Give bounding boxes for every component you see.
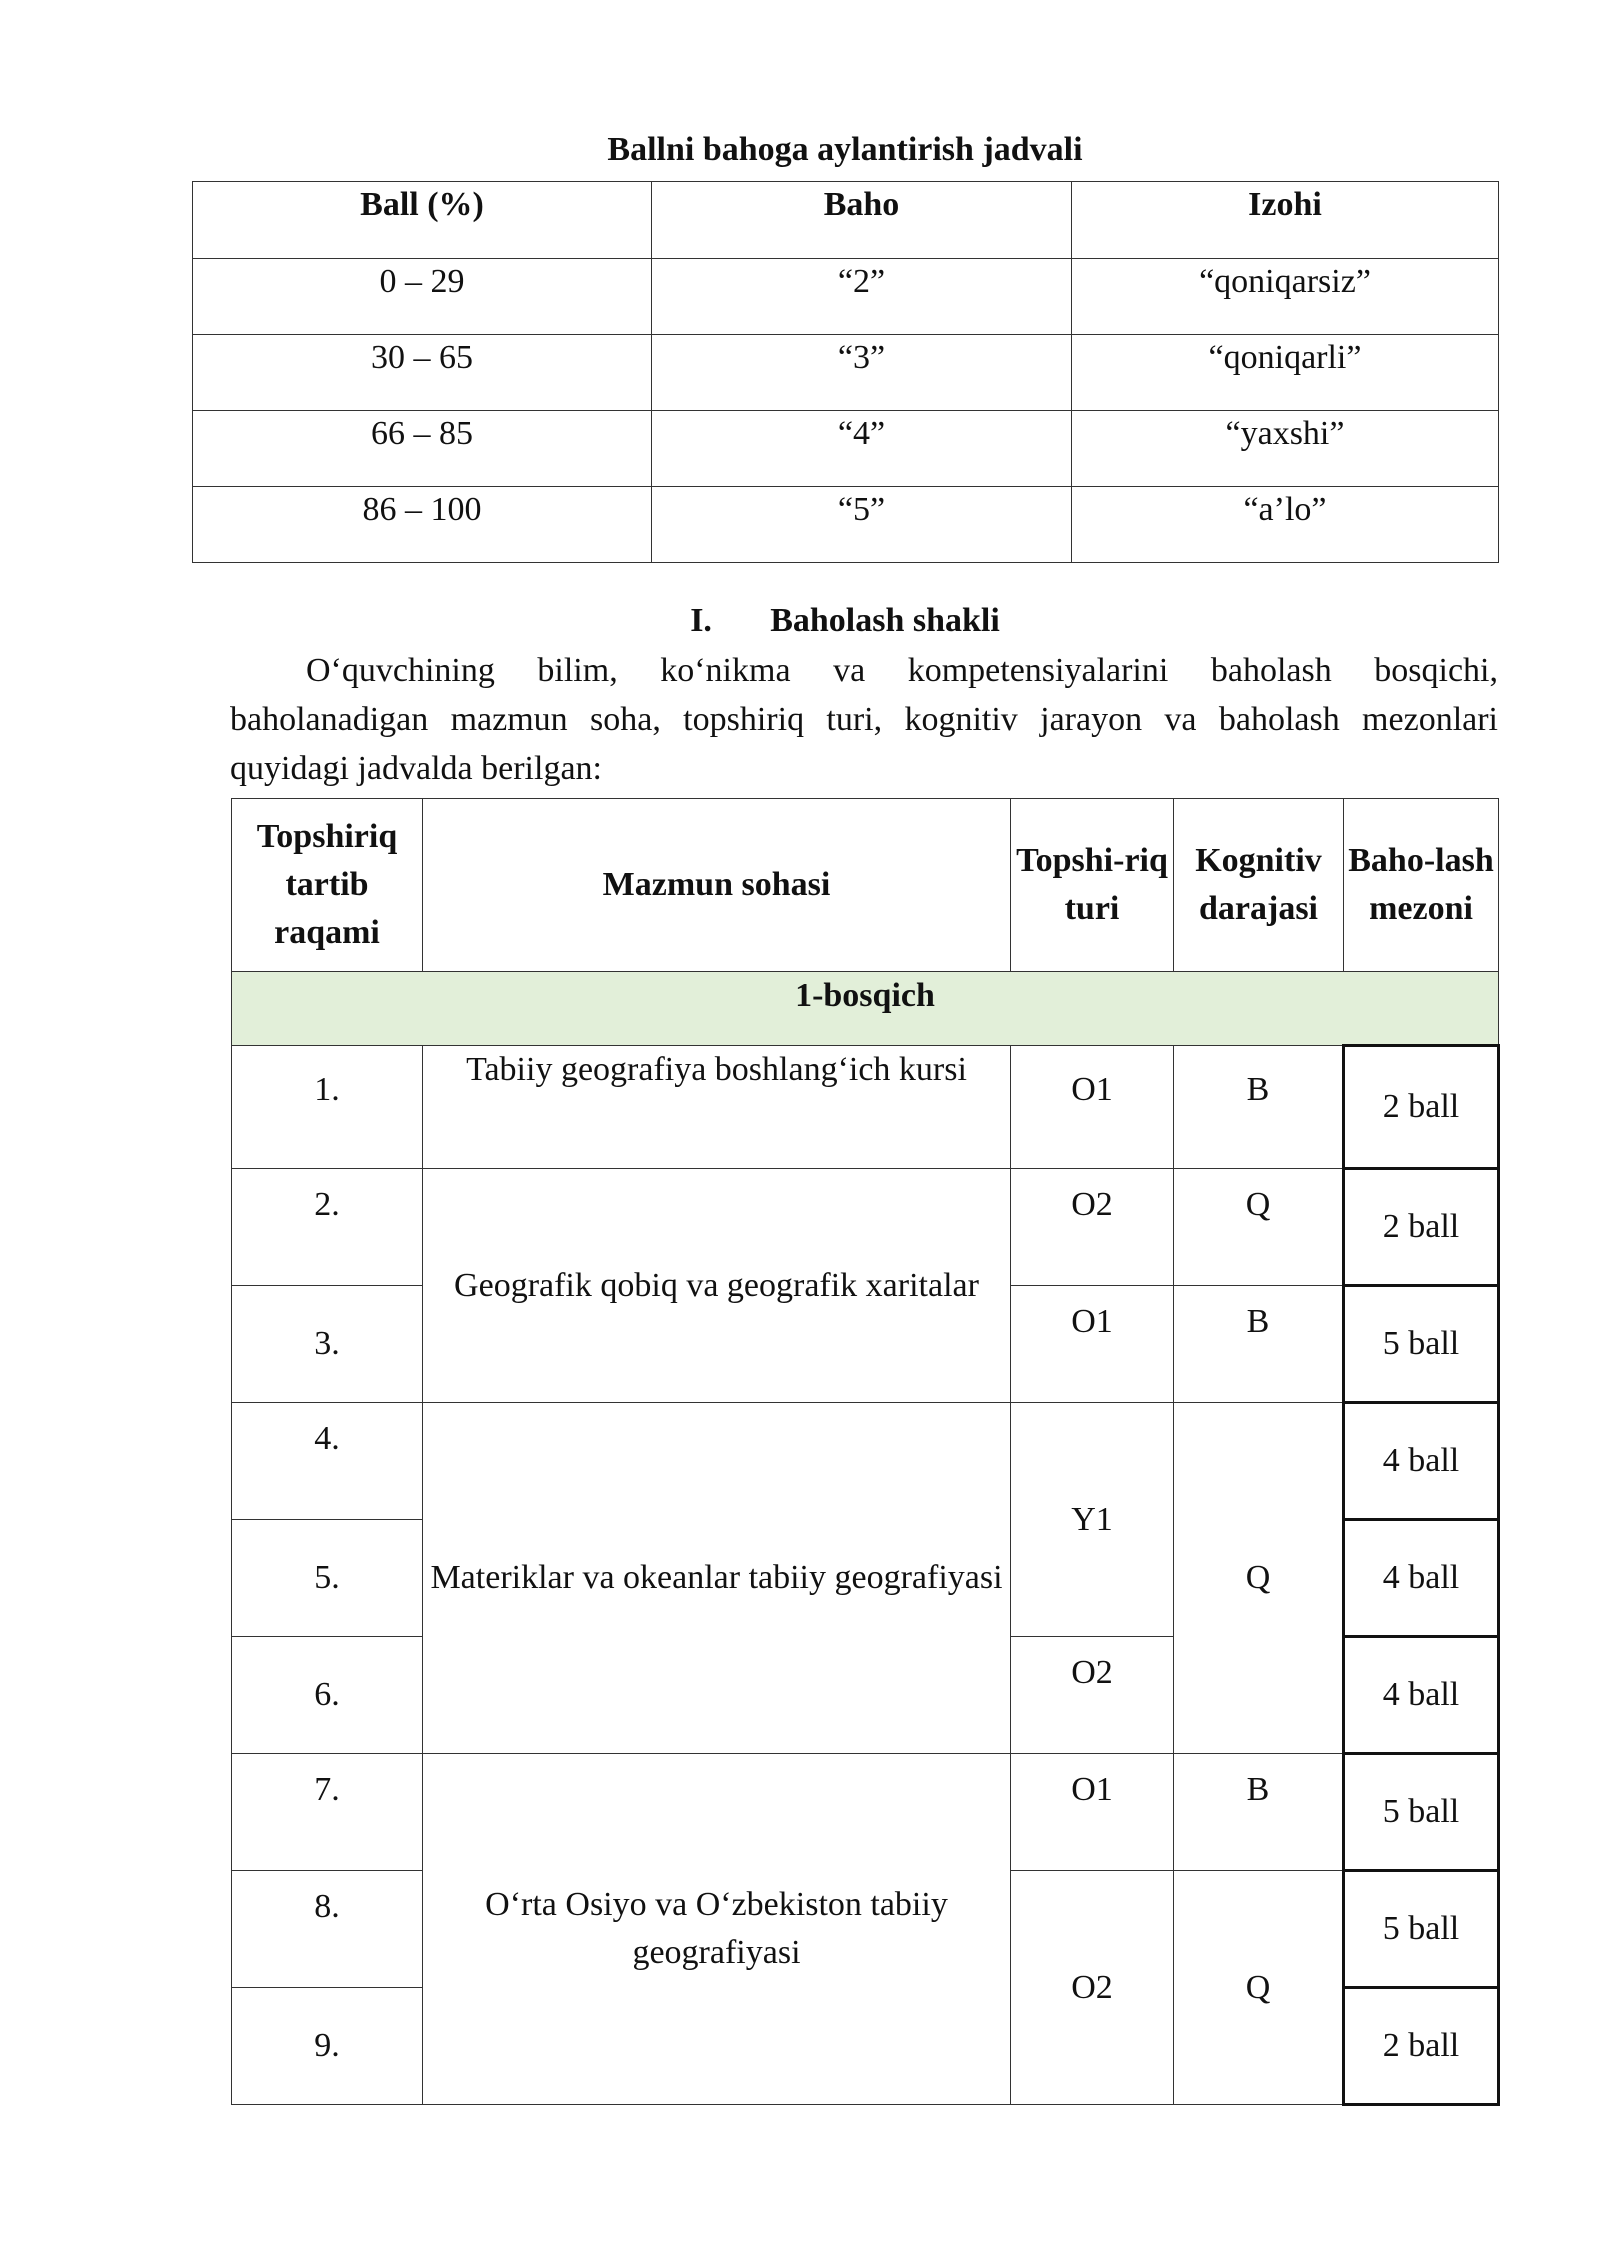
- content-area: O‘rta Osiyo va O‘zbekiston tabiiy geografiyasi: [423, 1754, 1011, 2105]
- assessment-table: [231, 798, 1500, 2106]
- description-cell: “yaxshi”: [1072, 411, 1499, 487]
- score-range-cell: 66 – 85: [193, 411, 652, 487]
- content-area: Tabiiy geografiya boshlang‘ich kursi: [423, 1046, 1011, 1169]
- description-cell: “qoniqarli”: [1072, 335, 1499, 411]
- criterion-score: 5 ball: [1344, 1871, 1499, 1988]
- table-row: [193, 487, 1499, 563]
- criterion-score: 4 ball: [1344, 1637, 1499, 1754]
- conversion-table-title: Ballni bahoga aylantirish jadvali: [607, 131, 1083, 168]
- task-number: 9.: [232, 1988, 423, 2105]
- cognitive-level: Q: [1174, 1169, 1344, 1286]
- grade-cell: “4”: [652, 411, 1072, 487]
- task-type: O2: [1011, 1169, 1174, 1286]
- score-range-cell: 0 – 29: [193, 259, 652, 335]
- task-number: 8.: [232, 1871, 423, 1988]
- task-number: 5.: [232, 1520, 423, 1637]
- grade-conversion-table: [192, 181, 1499, 563]
- paragraph-text: O‘quvchining bilim, ko‘nikma va kompetensiyalarini baholash bosqichi, baholanadigan mazmun soha, topshiriq turi, kognitiv jarayon va baholash mezonlari quyidagi jadvalda berilgan:: [230, 652, 1498, 787]
- table-header-row: [232, 799, 1499, 972]
- section-number: I.: [690, 602, 712, 639]
- task-number: 3.: [232, 1286, 423, 1403]
- table-row: [193, 259, 1499, 335]
- section-paragraph: [230, 646, 1498, 793]
- criterion-score: 2 ball: [1344, 1169, 1499, 1286]
- task-number: 7.: [232, 1754, 423, 1871]
- cognitive-level: B: [1174, 1046, 1344, 1169]
- grade-cell: “5”: [652, 487, 1072, 563]
- task-type: O2: [1011, 1637, 1174, 1754]
- criterion-score: 5 ball: [1344, 1754, 1499, 1871]
- column-header-content: Mazmun sohasi: [423, 799, 1011, 972]
- criterion-score: 2 ball: [1344, 1046, 1499, 1169]
- task-number: 4.: [232, 1403, 423, 1520]
- task-type: O2: [1011, 1871, 1174, 2105]
- score-range-cell: 30 – 65: [193, 335, 652, 411]
- task-type: O1: [1011, 1754, 1174, 1871]
- cognitive-level: Q: [1174, 1871, 1344, 2105]
- content-area: Materiklar va okeanlar tabiiy geografiyasi: [423, 1403, 1011, 1754]
- score-range-cell: 86 – 100: [193, 487, 652, 563]
- description-cell: “qoniqarsiz”: [1072, 259, 1499, 335]
- cognitive-level: B: [1174, 1286, 1344, 1403]
- cognitive-level: B: [1174, 1754, 1344, 1871]
- section-title: Baholash shakli: [770, 602, 1000, 639]
- table-row: [232, 1046, 1499, 1169]
- criterion-score: 4 ball: [1344, 1403, 1499, 1520]
- grade-cell: “2”: [652, 259, 1072, 335]
- cognitive-level: Q: [1174, 1403, 1344, 1754]
- table-row: [193, 335, 1499, 411]
- task-number: 1.: [232, 1046, 423, 1169]
- column-header: Ball (%): [193, 182, 652, 259]
- column-header: Izohi: [1072, 182, 1499, 259]
- task-number: 2.: [232, 1169, 423, 1286]
- column-header-type: Topshi-riq turi: [1011, 799, 1174, 972]
- description-cell: “a’lo”: [1072, 487, 1499, 563]
- criterion-score: 5 ball: [1344, 1286, 1499, 1403]
- column-header-criterion: Baho-lash mezoni: [1344, 799, 1499, 972]
- table-header-row: [193, 182, 1499, 259]
- column-header: Baho: [652, 182, 1072, 259]
- grade-cell: “3”: [652, 335, 1072, 411]
- section-heading: [192, 596, 1498, 646]
- content-area: Geografik qobiq va geografik xaritalar: [423, 1169, 1011, 1403]
- column-header-cognitive: Kognitiv darajasi: [1174, 799, 1344, 972]
- table-row: [193, 411, 1499, 487]
- criterion-score: 2 ball: [1344, 1988, 1499, 2105]
- criterion-score: 4 ball: [1344, 1520, 1499, 1637]
- task-number: 6.: [232, 1637, 423, 1754]
- table-row: [232, 1754, 1499, 1871]
- table-row: [232, 1169, 1499, 1286]
- task-type: O1: [1011, 1286, 1174, 1403]
- task-type: O1: [1011, 1046, 1174, 1169]
- stage-label: 1-bosqich: [232, 972, 1499, 1046]
- column-header-number: Topshiriq tartib raqami: [232, 799, 423, 972]
- table-row: [232, 1403, 1499, 1520]
- task-type: Y1: [1011, 1403, 1174, 1637]
- stage-row: [232, 972, 1499, 1046]
